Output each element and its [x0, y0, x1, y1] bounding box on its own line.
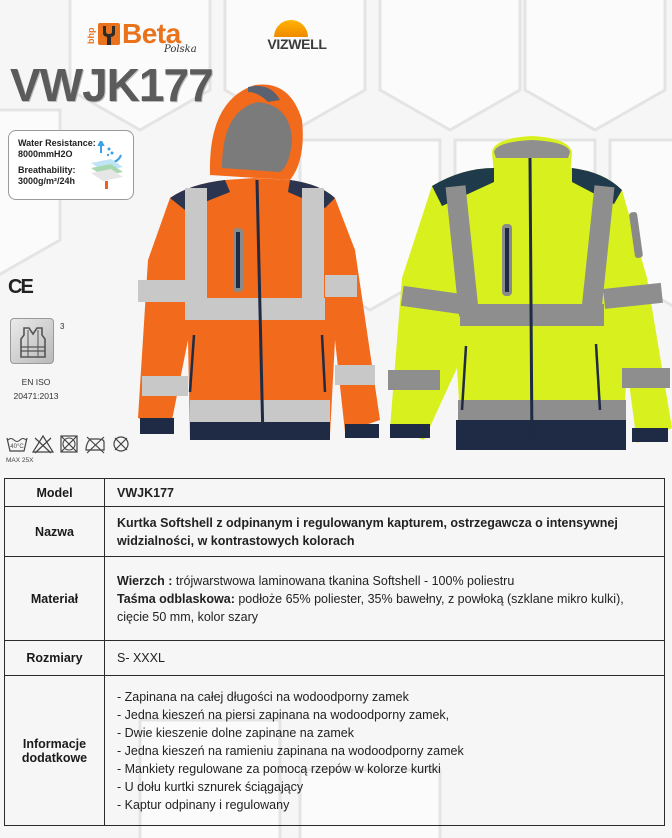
sizes-label: Rozmiary: [5, 641, 105, 676]
breathability-label: Breathability:: [18, 165, 76, 175]
iso-class-number: 3: [60, 322, 65, 331]
spec-table: [4, 478, 665, 826]
table-row-material: [5, 557, 665, 641]
svg-text:40°C: 40°C: [10, 444, 24, 450]
table-row-model: [5, 479, 665, 507]
wash-40c-icon: [6, 434, 28, 454]
feature-item: - Jedna kieszeń na piersi zapinana na wodoodporny zamek,: [117, 706, 656, 724]
ce-mark: CE: [8, 276, 32, 298]
specs-badge: [8, 130, 134, 200]
feature-list: [117, 688, 656, 814]
table-row-name: [5, 507, 665, 557]
material-value: [105, 557, 665, 641]
additional-info-label: [5, 676, 105, 826]
feature-item: - Kaptur odpinany i regulowany: [117, 796, 656, 814]
water-resistance-value: 8000mmH2O: [18, 149, 73, 159]
iso-standard-line2: 20471:2013: [13, 391, 59, 401]
vizwell-logo: [256, 18, 336, 54]
feature-item: - U dołu kurtki sznurek ściągający: [117, 778, 656, 796]
membrane-layers-icon: [89, 141, 125, 191]
material-outer-line: [117, 572, 656, 590]
beta-bhp-prefix: bhp: [86, 27, 96, 45]
additional-info-label-line2: dodatkowe: [21, 750, 88, 765]
material-tape-label: Taśma odblaskowa:: [117, 591, 235, 606]
beta-polska-logo: [86, 18, 206, 54]
model-title: VWJK177: [10, 59, 213, 111]
feature-item: - Zapinana na całej długości na wodoodporny zamek: [117, 688, 656, 706]
name-label: Nazwa: [5, 507, 105, 557]
yellow-jacket-image: [382, 128, 672, 463]
beta-brand-name: Beta: [122, 18, 181, 49]
vizwell-brand-name: VIZWELL: [267, 36, 327, 52]
wash-limit-caption: MAX 25X: [6, 457, 34, 464]
no-tumble-dry-icon: [58, 434, 80, 454]
name-value: Kurtka Softshell z odpinanym i regulowanym kapturem, ostrzegawcza o intensywnej widzialności, w kontrastowych kolorach: [105, 507, 665, 557]
feature-item: - Dwie kieszenie dolne zapinane na zamek: [117, 724, 656, 742]
additional-info-label-line1: Informacje: [22, 736, 87, 751]
beta-brand-subtitle: Polska: [164, 44, 197, 55]
orange-jacket-image: [130, 80, 390, 455]
care-symbols: [6, 434, 132, 454]
model-value: VWJK177: [105, 479, 665, 507]
feature-item: - Jedna kieszeń na ramieniu zapinana na wodoodporny zamek: [117, 742, 656, 760]
iso-standard-line1: EN ISO: [21, 377, 51, 387]
material-label: Materiał: [5, 557, 105, 641]
material-tape-line: [117, 590, 656, 626]
sun-icon: [274, 20, 308, 37]
model-label: Model: [5, 479, 105, 507]
additional-info-value: [105, 676, 665, 826]
material-outer-value: trójwarstwowa laminowana tkanina Softshell - 100% poliestru: [172, 573, 515, 588]
iso-standard-label: [6, 374, 66, 401]
material-tape-value: podłoże 65% poliester, 35% bawełny, z powłoką (szklane mikro kulki), cięcie 50 mm, kolor szary: [117, 591, 624, 624]
sizes-value: S- XXXL: [105, 641, 665, 676]
feature-item: - Mankiety regulowane za pomocą rzepów w kolorze kurtki: [117, 760, 656, 778]
table-row-sizes: [5, 641, 665, 676]
breathability-value: 3000g/m²/24h: [18, 176, 76, 186]
no-bleach-icon: [32, 434, 54, 454]
no-dry-clean-icon: [110, 434, 132, 454]
hi-vis-vest-icon: [10, 318, 54, 364]
table-row-additional-info: [5, 676, 665, 826]
wrench-icon: [98, 23, 120, 45]
no-iron-icon: [84, 434, 106, 454]
water-resistance-label: Water Resistance:: [18, 138, 96, 148]
material-outer-label: Wierzch :: [117, 573, 173, 588]
